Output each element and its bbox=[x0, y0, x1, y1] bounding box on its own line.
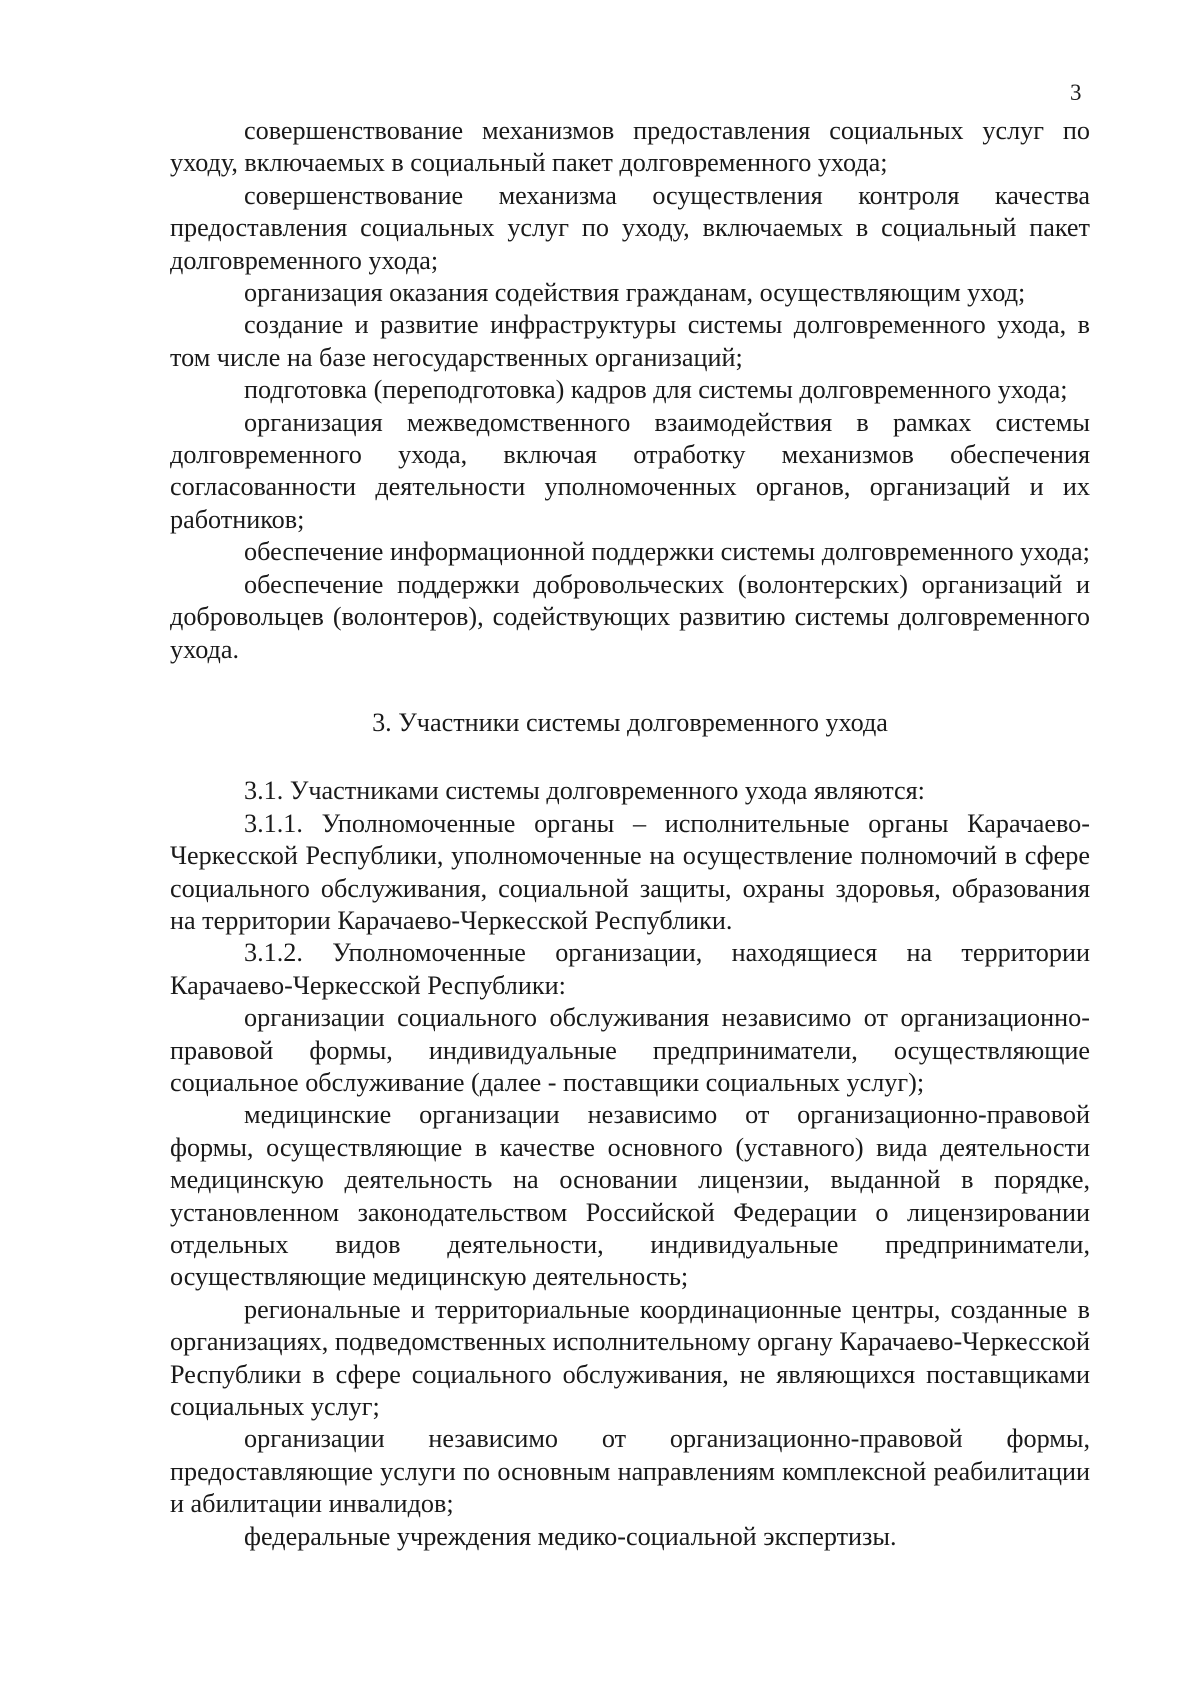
paragraph: организации независимо от организационно-правовой формы, предоставляющие услуги по основным направлениям комплексной реабилитации и абилитации инвалидов; bbox=[170, 1424, 1090, 1519]
page-number: 3 bbox=[1070, 80, 1082, 105]
paragraph: создание и развитие инфраструктуры системы долговременного ухода, в том числе на базе негосударственных организаций; bbox=[170, 310, 1090, 372]
section-heading: 3. Участники системы долговременного ухода bbox=[372, 707, 888, 737]
paragraph: организация межведомственного взаимодействия в рамках системы долговременного ухода, включая отработку механизмов обеспечения согласованности деятельности уполномоченных органов, организаций и их работников; bbox=[170, 407, 1090, 534]
paragraph: подготовка (переподготовка) кадров для системы долговременного ухода; bbox=[244, 375, 1068, 405]
document-body bbox=[170, 115, 1090, 1553]
paragraph: медицинские организации независимо от организационно-правовой формы, осуществляющие в качестве основного (уставного) вида деятельности медицинскую деятельность на основании лицензии, выданной в порядке, установленном законодательством Российской Федерации о лицензировании отдельных видов деятельности, индивидуальные предприниматели, осуществляющие медицинскую деятельность; bbox=[170, 1100, 1090, 1292]
paragraph: совершенствование механизмов предоставления социальных услуг по уходу, включаемых в социальный пакет долговременного ухода; bbox=[170, 116, 1090, 178]
paragraph: совершенствование механизма осуществления контроля качества предоставления социальных услуг по уходу, включаемых в социальный пакет долговременного ухода; bbox=[170, 180, 1090, 275]
paragraph: региональные и территориальные координационные центры, созданные в организациях, подведомственных исполнительному органу Карачаево-Черкесской Республики в сфере социального обслуживания, не являющихся поставщиками социальных услуг; bbox=[170, 1294, 1090, 1422]
paragraph: обеспечение поддержки добровольческих (волонтерских) организаций и добровольцев (волонтеров), содействующих развитию системы долговременного ухода. bbox=[170, 569, 1090, 664]
paragraph: организация оказания содействия гражданам, осуществляющим уход; bbox=[244, 278, 1026, 308]
paragraph: 3.1. Участниками системы долговременного ухода являются: bbox=[244, 776, 925, 806]
paragraph: организации социального обслуживания независимо от организационно-правовой формы, индивидуальные предприниматели, осуществляющие социальное обслуживание (далее - поставщики социальных услуг); bbox=[170, 1003, 1090, 1097]
paragraph: 3.1.1. Уполномоченные органы – исполнительные органы Карачаево-Черкесской Республики, уполномоченные на осуществление полномочий в сфере социального обслуживания, социальной защиты, охраны здоровья, образования на территории Карачаево-Черкесской Республики. bbox=[170, 808, 1090, 935]
paragraph: федеральные учреждения медико-социальной экспертизы. bbox=[244, 1521, 897, 1551]
paragraph: 3.1.2. Уполномоченные организации, находящиеся на территории Карачаево-Черкесской Республики: bbox=[170, 938, 1090, 1000]
paragraph: обеспечение информационной поддержки системы долговременного ухода; bbox=[244, 537, 1090, 567]
